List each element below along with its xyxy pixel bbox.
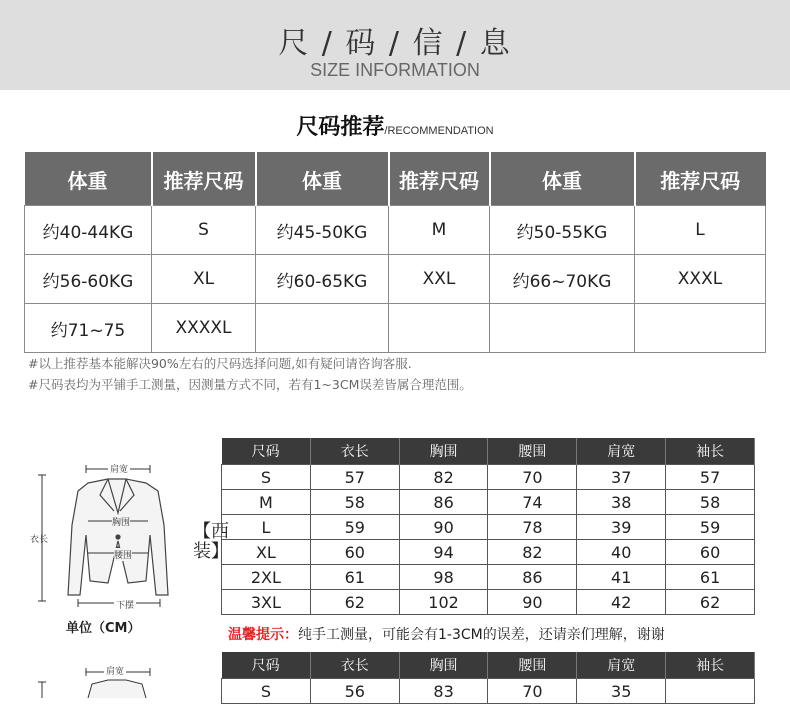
table-cell: 约71~75 bbox=[25, 304, 152, 353]
table-cell: 40 bbox=[577, 540, 666, 565]
table-row bbox=[25, 304, 766, 353]
table-cell: 82 bbox=[488, 540, 577, 565]
table-row bbox=[222, 679, 755, 704]
table-cell: XL bbox=[152, 255, 256, 304]
header-subtitle: SIZE INFORMATION bbox=[310, 60, 480, 80]
table-cell: XXL bbox=[389, 255, 490, 304]
header-cell: 衣长 bbox=[310, 438, 399, 465]
suit-jacket-diagram bbox=[30, 455, 200, 615]
tip-text: 纯手工测量，可能会有1-3CM的误差，还请亲们理解，谢谢 bbox=[298, 627, 665, 643]
table-cell: 42 bbox=[577, 590, 666, 615]
table-cell: S bbox=[152, 206, 256, 255]
table-cell: 83 bbox=[399, 679, 488, 704]
table-cell: 58 bbox=[666, 490, 755, 515]
recommendation-title: 尺码推荐 bbox=[296, 115, 385, 140]
table-cell: 2XL bbox=[222, 565, 311, 590]
tip-line bbox=[228, 624, 665, 644]
table-cell bbox=[635, 304, 766, 353]
table-cell: L bbox=[222, 515, 311, 540]
waist-label: 腰围 bbox=[114, 548, 132, 561]
header-weight: 体重 bbox=[256, 153, 389, 206]
header-cell: 衣长 bbox=[310, 652, 399, 679]
recommendation-heading bbox=[0, 110, 790, 141]
table-cell: 102 bbox=[399, 590, 488, 615]
header-cell: 袖长 bbox=[666, 652, 755, 679]
table-cell: 约50-55KG bbox=[490, 206, 635, 255]
header-cell: 腰围 bbox=[488, 438, 577, 465]
table-cell: 约40-44KG bbox=[25, 206, 152, 255]
tip-label: 温馨提示： bbox=[228, 627, 298, 643]
header-weight: 体重 bbox=[25, 153, 152, 206]
table-cell: 86 bbox=[399, 490, 488, 515]
table-cell: 62 bbox=[666, 590, 755, 615]
table-cell: 90 bbox=[399, 515, 488, 540]
table-cell: S bbox=[222, 465, 311, 490]
table-cell: 62 bbox=[310, 590, 399, 615]
table-row bbox=[222, 515, 755, 540]
table-cell: 74 bbox=[488, 490, 577, 515]
length-label: 衣长 bbox=[30, 535, 49, 545]
table-cell: 60 bbox=[666, 540, 755, 565]
header-size: 推荐尺码 bbox=[389, 153, 490, 206]
table-cell bbox=[490, 304, 635, 353]
table-row bbox=[222, 465, 755, 490]
table-cell: M bbox=[389, 206, 490, 255]
table-cell: 60 bbox=[310, 540, 399, 565]
hem-label: 下摆 bbox=[114, 598, 136, 611]
header-cell: 胸围 bbox=[399, 438, 488, 465]
header-weight: 体重 bbox=[490, 153, 635, 206]
table-header-row bbox=[222, 438, 755, 465]
table-cell: 38 bbox=[577, 490, 666, 515]
second-size-table bbox=[221, 652, 755, 704]
table-cell: 90 bbox=[488, 590, 577, 615]
table-cell: 82 bbox=[399, 465, 488, 490]
table-cell: 37 bbox=[577, 465, 666, 490]
header-title: 尺 / 码 / 信 / 息 bbox=[278, 26, 512, 61]
table-cell: XXXL bbox=[635, 255, 766, 304]
suit-size-table bbox=[221, 438, 755, 615]
table-cell: 70 bbox=[488, 679, 577, 704]
table-cell: 61 bbox=[666, 565, 755, 590]
table-cell bbox=[256, 304, 389, 353]
second-shoulder-label: 肩宽 bbox=[104, 664, 126, 677]
table-cell: 约56-60KG bbox=[25, 255, 152, 304]
shoulder-label: 肩宽 bbox=[108, 462, 130, 475]
header-cell: 胸围 bbox=[399, 652, 488, 679]
table-row bbox=[222, 565, 755, 590]
table-cell: 约60-65KG bbox=[256, 255, 389, 304]
header-cell: 尺码 bbox=[222, 438, 311, 465]
table-cell bbox=[389, 304, 490, 353]
header-cell: 腰围 bbox=[488, 652, 577, 679]
table-cell: 35 bbox=[577, 679, 666, 704]
table-cell: 59 bbox=[310, 515, 399, 540]
table-cell: 70 bbox=[488, 465, 577, 490]
header-cell: 尺码 bbox=[222, 652, 311, 679]
table-row bbox=[25, 255, 766, 304]
table-row bbox=[222, 490, 755, 515]
table-cell: XL bbox=[222, 540, 311, 565]
table-header-row bbox=[25, 153, 766, 206]
suit-side-label: 【西装】 bbox=[193, 521, 229, 562]
table-cell: S bbox=[222, 679, 311, 704]
note-measurement: #尺码表均为平铺手工测量，因测量方式不同，若有1~3CM误差皆属合理范围。 bbox=[28, 377, 472, 392]
table-cell: 86 bbox=[488, 565, 577, 590]
table-row bbox=[25, 206, 766, 255]
table-cell: 94 bbox=[399, 540, 488, 565]
table-cell: 约66~70KG bbox=[490, 255, 635, 304]
table-cell bbox=[666, 679, 755, 704]
table-cell: 61 bbox=[310, 565, 399, 590]
unit-label: 单位（CM） bbox=[66, 621, 141, 636]
table-cell: 59 bbox=[666, 515, 755, 540]
table-cell: 57 bbox=[310, 465, 399, 490]
table-cell: M bbox=[222, 490, 311, 515]
header-cell: 肩宽 bbox=[577, 652, 666, 679]
table-cell: 约45-50KG bbox=[256, 206, 389, 255]
header-cell: 袖长 bbox=[666, 438, 755, 465]
table-header-row bbox=[222, 652, 755, 679]
header-size: 推荐尺码 bbox=[152, 153, 256, 206]
chest-label: 胸围 bbox=[112, 515, 130, 528]
table-cell: 3XL bbox=[222, 590, 311, 615]
table-cell: 41 bbox=[577, 565, 666, 590]
table-cell: 56 bbox=[310, 679, 399, 704]
table-cell: 78 bbox=[488, 515, 577, 540]
recommendation-subtitle: /RECOMMENDATION bbox=[384, 125, 494, 137]
note-recommendation: #以上推荐基本能解决90%左右的尺码选择问题,如有疑问请咨询客服. bbox=[28, 356, 412, 371]
page-header bbox=[0, 0, 790, 90]
table-cell: 39 bbox=[577, 515, 666, 540]
table-cell: XXXXL bbox=[152, 304, 256, 353]
table-row bbox=[222, 590, 755, 615]
table-cell: L bbox=[635, 206, 766, 255]
header-cell: 肩宽 bbox=[577, 438, 666, 465]
header-size: 推荐尺码 bbox=[635, 153, 766, 206]
table-cell: 57 bbox=[666, 465, 755, 490]
table-row bbox=[222, 540, 755, 565]
table-cell: 58 bbox=[310, 490, 399, 515]
recommendation-table bbox=[24, 152, 766, 353]
table-cell: 98 bbox=[399, 565, 488, 590]
